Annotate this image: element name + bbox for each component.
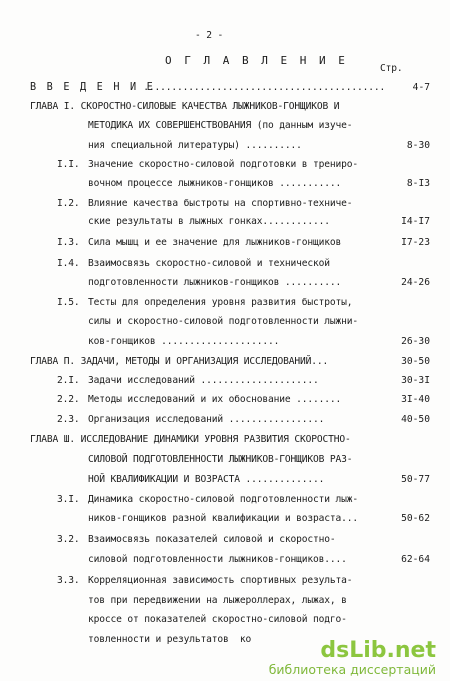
toc-pages: 3I-40 [401,394,430,405]
toc-line: силовой подготовленности лыжников-гонщиков.... [88,554,347,565]
toc-line: Сила мышц и ее значение для лыжников-гонщиков [88,237,342,248]
toc-pages: 50-62 [401,513,430,524]
section-number: I.5. [57,297,80,308]
section-number: I.2. [57,198,80,209]
toc-pages: 62-64 [401,554,430,565]
toc-line: Тесты для определения уровня развития быстроты, [88,297,353,308]
toc-line: подготовленности лыжников-гонщиков .......... [88,277,342,288]
toc-pages: I4-I7 [401,216,430,227]
intro-dots: ........................................... [132,82,386,93]
toc-line: товленности и результатов ко [88,634,252,645]
toc-line: ГЛАВА П. ЗАДАЧИ, МЕТОДЫ И ОРГАНИЗАЦИЯ ИССЛЕДОВАНИЙ... [30,356,329,367]
toc-pages: 30-50 [401,356,430,367]
toc-pages: 40-50 [401,414,430,425]
toc-line: СИЛОВОЙ ПОДГОТОВЛЕННОСТИ ЛЫЖНИКОВ-ГОНЩИКОВ РАЗ- [88,454,353,465]
watermark-logo: dsLib.net [320,638,436,663]
toc-line: Влияние качества быстроты на спортивно-техниче- [88,198,353,209]
page-column-header: Стр. [380,63,403,74]
toc-title: О Г Л А В Л Е Н И Е [165,54,348,67]
toc-line: НОЙ КВАЛИФИКАЦИИ И ВОЗРАСТА .............. [88,474,325,485]
toc-pages: I7-23 [401,237,430,248]
toc-line: МЕТОДИКА ИХ СОВЕРШЕНСТВОВАНИЯ (по данным изуче- [88,120,353,131]
section-number: 2.I. [57,375,80,386]
toc-pages: 50-77 [401,474,430,485]
section-number: 2.3. [57,414,80,425]
toc-line: вочном процессе лыжников-гонщиков ........... [88,178,342,189]
toc-line: ния специальной литературы) .......... [88,140,302,151]
toc-pages: 30-3I [401,375,430,386]
intro-pages: 4-7 [412,82,430,93]
toc-line: Организация исследований ................. [88,414,325,425]
section-number: I.I. [57,159,80,170]
toc-line: ские результаты в лыжных гонках............ [88,216,330,227]
section-number: 3.I. [57,494,80,505]
toc-line: Задачи исследований ..................... [88,375,319,386]
toc-line: Взаимосвязь показателей силовой и скоростно- [88,534,336,545]
toc-pages: 8-I3 [406,178,430,189]
section-number: 3.3. [57,575,80,586]
toc-line: Методы исследований и их обоснование ........ [88,394,342,405]
toc-line: силы и скоростно-силовой подготовленности лыжни- [88,316,359,327]
toc-line: Значение скоростно-силовой подготовки в трениро- [88,159,359,170]
intro-label: В В Е Д Е Н И Е [30,82,156,93]
page-number: - 2 - [195,30,224,41]
toc-line: Корреляционная зависимость спортивных результа- [88,575,353,586]
watermark [269,639,436,677]
toc-line: Взаимосвязь скоростно-силовой и технической [88,258,330,269]
toc-pages: 26-30 [401,336,430,347]
toc-line: ков-гонщиков ..................... [88,336,280,347]
toc-line: ников-гонщиков разной квалификации и возраста... [88,513,359,524]
toc-line: ГЛАВА Ш. ИССЛЕДОВАНИЕ ДИНАМИКИ УРОВНЯ РАЗВИТИЯ СКОРОСТНО- [30,434,351,445]
toc-pages: 8-30 [406,140,430,151]
section-number: 3.2. [57,534,80,545]
toc-line: тов при передвижении на лыжероллерах, лыжах, в [88,595,347,606]
section-number: 2.2. [57,394,80,405]
section-number: I.3. [57,237,80,248]
section-number: I.4. [57,258,80,269]
toc-pages: 24-26 [401,277,430,288]
toc-line: Динамика скоростно-силовой подготовленности лыж- [88,494,359,505]
toc-line: кроссе от показателей скоростно-силовой подго- [88,614,347,625]
toc-line: ГЛАВА I. СКОРОСТНО-СИЛОВЫЕ КАЧЕСТВА ЛЫЖНИКОВ-ГОНЩИКОВ И [30,101,340,112]
watermark-subtitle: библиотека диссертаций [268,662,436,677]
